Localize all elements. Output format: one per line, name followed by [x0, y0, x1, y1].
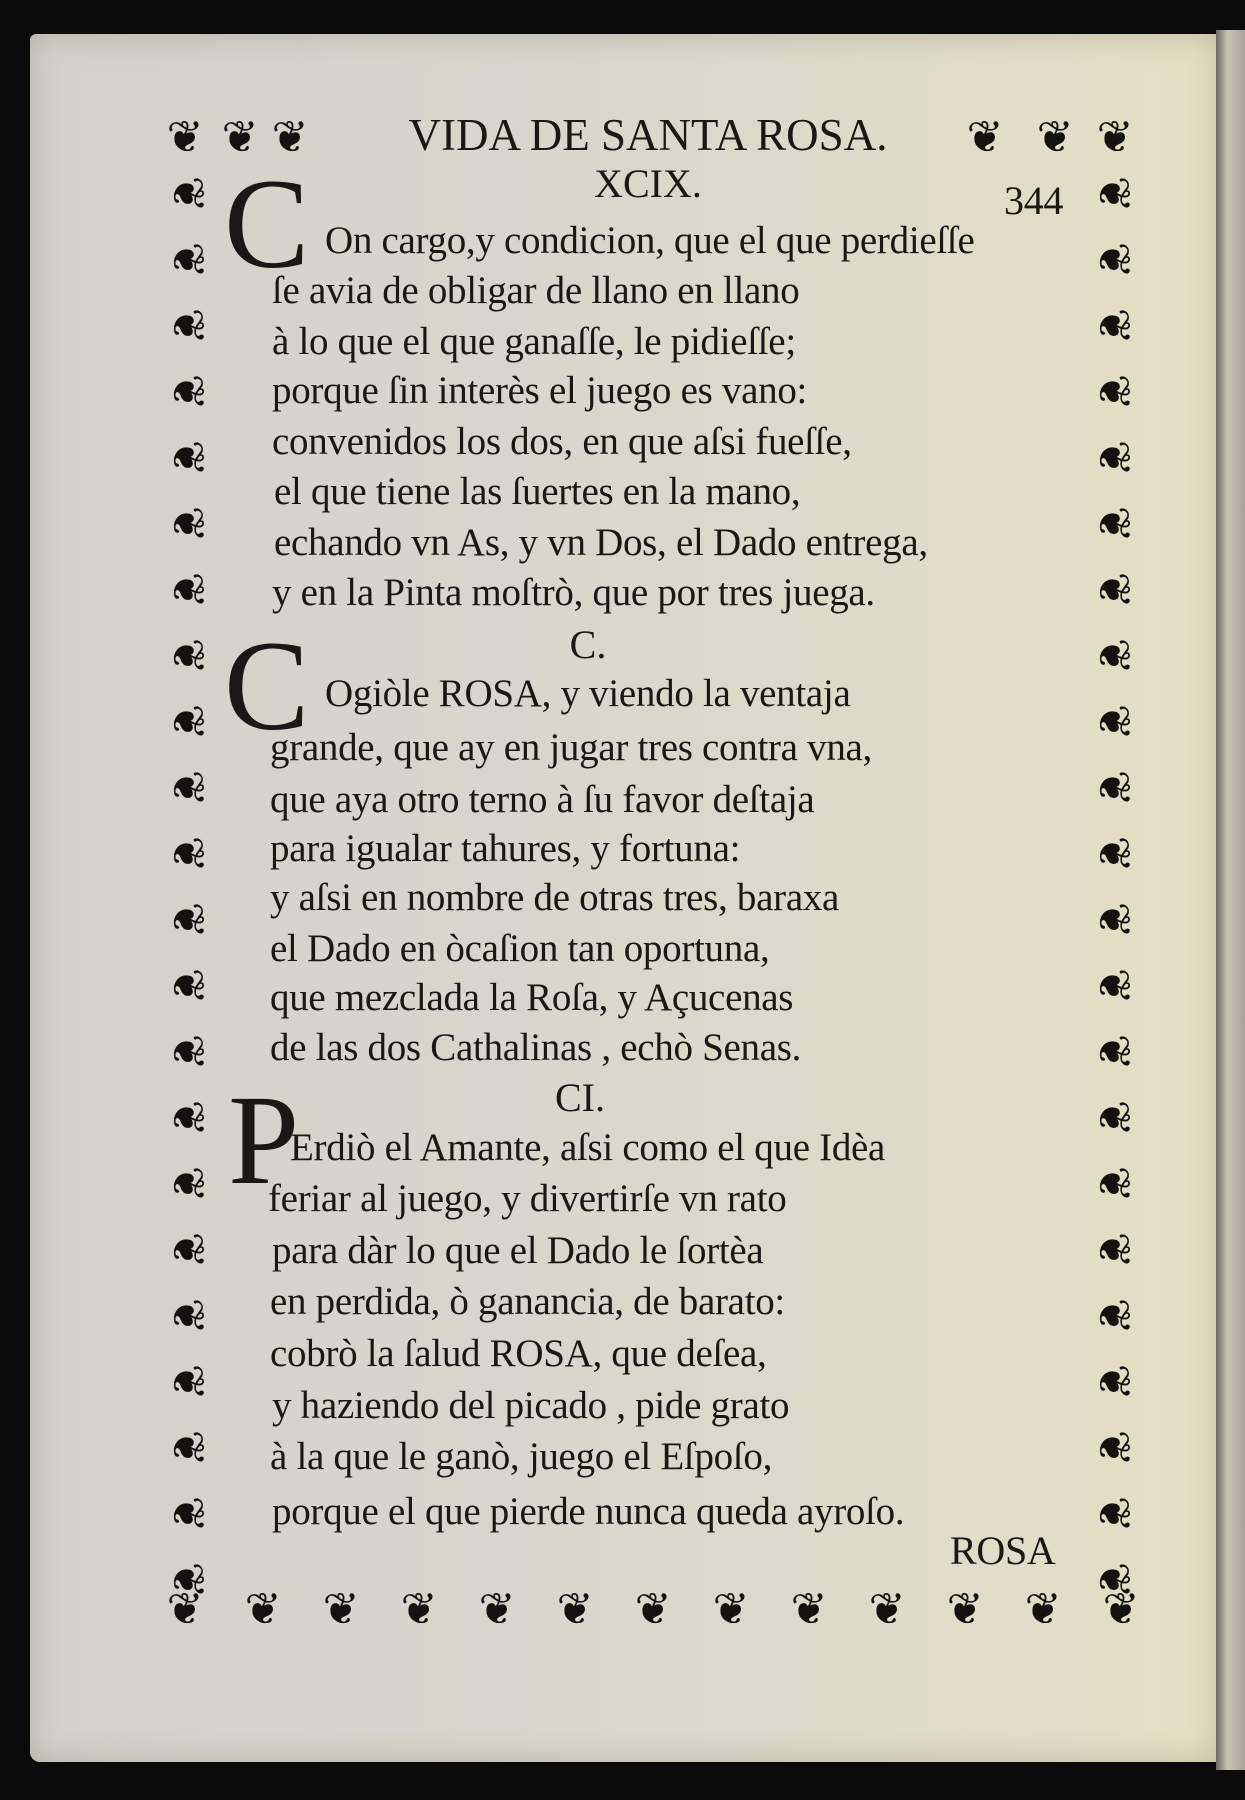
- fleuron-ornament-icon: ❦: [322, 1584, 360, 1635]
- fleuron-ornament-icon: ❦: [1088, 307, 1139, 345]
- fleuron-ornament-icon: ❦: [966, 112, 1004, 163]
- fleuron-ornament-icon: ❦: [1088, 1429, 1139, 1467]
- fleuron-ornament-icon: ❦: [1088, 439, 1139, 477]
- running-head: VIDA DE SANTA ROSA.: [408, 110, 888, 160]
- fleuron-ornament-icon: ❦: [1088, 1495, 1139, 1533]
- verse-line: porque el que pierde nunca queda ayroſo.: [272, 1490, 905, 1533]
- fleuron-ornament-icon: ❦: [1088, 703, 1139, 741]
- fleuron-ornament-icon: ❦: [162, 1495, 213, 1533]
- drop-cap: P: [228, 1069, 300, 1211]
- fleuron-ornament-icon: ❦: [244, 1584, 282, 1635]
- fleuron-ornament-icon: ❦: [162, 1561, 213, 1599]
- fleuron-ornament-icon: ❦: [1088, 241, 1139, 279]
- fleuron-ornament-icon: ❦: [1024, 1584, 1062, 1635]
- verse-line: y aſsi en nombre de otras tres, baraxa: [270, 876, 840, 919]
- verse-line: para dàr lo que el Dado le ſortèa: [272, 1229, 764, 1272]
- fleuron-ornament-icon: ❦: [221, 112, 259, 163]
- fleuron-ornament-icon: ❦: [1088, 505, 1139, 543]
- fleuron-ornament-icon: ❦: [1088, 1033, 1139, 1071]
- fleuron-ornament-icon: ❦: [166, 112, 204, 163]
- fleuron-ornament-icon: ❦: [478, 1584, 516, 1635]
- fleuron-ornament-icon: ❦: [271, 112, 309, 163]
- fleuron-ornament-icon: ❦: [1088, 769, 1139, 807]
- fleuron-ornament-icon: ❦: [162, 175, 213, 213]
- verse-line: à la que le ganò, juego el Eſpoſo,: [270, 1435, 773, 1478]
- fleuron-ornament-icon: ❦: [162, 835, 213, 873]
- stanza-number: XCIX.: [594, 161, 702, 206]
- fleuron-ornament-icon: ❦: [162, 1165, 213, 1203]
- verse-line: el que tiene las ſuertes en la mano,: [274, 470, 801, 513]
- fleuron-ornament-icon: ❦: [1088, 1231, 1139, 1269]
- drop-cap: C: [224, 153, 310, 295]
- fleuron-ornament-icon: ❦: [162, 373, 213, 411]
- fleuron-ornament-icon: ❦: [1088, 1297, 1139, 1335]
- verse-line: y haziendo del picado , pide grato: [272, 1384, 790, 1427]
- fleuron-ornament-icon: ❦: [162, 439, 213, 477]
- catchword: ROSA: [950, 1528, 1056, 1573]
- facing-page-edge: [1216, 30, 1245, 1770]
- fleuron-ornament-icon: ❦: [1088, 637, 1139, 675]
- fleuron-ornament-icon: ❦: [868, 1584, 906, 1635]
- fleuron-ornament-icon: ❦: [162, 571, 213, 609]
- verse-line: ſe avia de obligar de llano en llano: [272, 269, 800, 312]
- fleuron-ornament-icon: ❦: [162, 307, 213, 345]
- fleuron-ornament-icon: ❦: [1036, 112, 1074, 163]
- fleuron-ornament-icon: ❦: [162, 1297, 213, 1335]
- fleuron-ornament-icon: ❦: [1088, 571, 1139, 609]
- verse-line: para igualar tahures, y fortuna:: [270, 827, 741, 870]
- fleuron-ornament-icon: ❦: [1088, 901, 1139, 939]
- fleuron-ornament-icon: ❦: [1088, 1165, 1139, 1203]
- verse-line: de las dos Cathalinas , echò Senas.: [270, 1026, 802, 1069]
- fleuron-ornament-icon: ❦: [634, 1584, 672, 1635]
- fleuron-ornament-icon: ❦: [556, 1584, 594, 1635]
- fleuron-ornament-icon: ❦: [946, 1584, 984, 1635]
- fleuron-ornament-icon: ❦: [162, 241, 213, 279]
- fleuron-ornament-icon: ❦: [162, 505, 213, 543]
- fleuron-ornament-icon: ❦: [1102, 1584, 1140, 1635]
- verse-line: porque ſin interès el juego es vano:: [272, 369, 808, 412]
- fleuron-ornament-icon: ❦: [1096, 112, 1134, 163]
- verse-line: que mezclada la Roſa, y Açucenas: [270, 976, 794, 1019]
- verse-line: à lo que el que ganaſſe, le pidieſſe;: [272, 320, 796, 363]
- verse-line: grande, que ay en jugar tres contra vna,: [270, 726, 872, 769]
- verse-line: convenidos los dos, en que aſsi fueſſe,: [272, 420, 852, 463]
- fleuron-ornament-icon: ❦: [1088, 1561, 1139, 1599]
- fleuron-ornament-icon: ❦: [1088, 175, 1139, 213]
- page-number: 344: [1004, 178, 1064, 223]
- verse-line: echando vn As, y vn Dos, el Dado entrega,: [274, 521, 928, 564]
- verse-line: Ogiòle ROSA, y viendo la ventaja: [325, 672, 851, 715]
- fleuron-ornament-icon: ❦: [1088, 967, 1139, 1005]
- fleuron-ornament-icon: ❦: [1088, 835, 1139, 873]
- drop-cap: C: [224, 615, 310, 757]
- verse-line: On cargo,y condicion, que el que perdieſſe: [325, 219, 975, 262]
- fleuron-ornament-icon: ❦: [162, 1231, 213, 1269]
- verse-line: Erdiò el Amante, aſsi como el que Idèa: [290, 1126, 886, 1169]
- verse-line: el Dado en òcaſion tan oportuna,: [270, 927, 770, 970]
- fleuron-ornament-icon: ❦: [1088, 1363, 1139, 1401]
- fleuron-ornament-icon: ❦: [162, 703, 213, 741]
- fleuron-ornament-icon: ❦: [790, 1584, 828, 1635]
- verse-line: en perdida, ò ganancia, de barato:: [270, 1280, 785, 1323]
- verse-line: cobrò la ſalud ROSA, que deſea,: [270, 1332, 767, 1375]
- verse-line: y en la Pinta moſtrò, que por tres juega.: [272, 571, 875, 614]
- fleuron-ornament-icon: ❦: [712, 1584, 750, 1635]
- verse-line: que aya otro terno à ſu favor deſtaja: [270, 778, 815, 821]
- fleuron-ornament-icon: ❦: [400, 1584, 438, 1635]
- stanza-number: CI.: [555, 1075, 605, 1120]
- fleuron-ornament-icon: ❦: [162, 1363, 213, 1401]
- fleuron-ornament-icon: ❦: [162, 769, 213, 807]
- fleuron-ornament-icon: ❦: [1088, 373, 1139, 411]
- verse-line: feriar al juego, y divertirſe vn rato: [268, 1177, 787, 1220]
- fleuron-ornament-icon: ❦: [1088, 1099, 1139, 1137]
- fleuron-ornament-icon: ❦: [162, 1429, 213, 1467]
- fleuron-ornament-icon: ❦: [162, 967, 213, 1005]
- fleuron-ornament-icon: ❦: [162, 1099, 213, 1137]
- fleuron-ornament-icon: ❦: [162, 1033, 213, 1071]
- fleuron-ornament-icon: ❦: [162, 901, 213, 939]
- fleuron-ornament-icon: ❦: [162, 637, 213, 675]
- fleuron-ornament-icon: ❦: [166, 1584, 204, 1635]
- stanza-number: C.: [569, 622, 607, 667]
